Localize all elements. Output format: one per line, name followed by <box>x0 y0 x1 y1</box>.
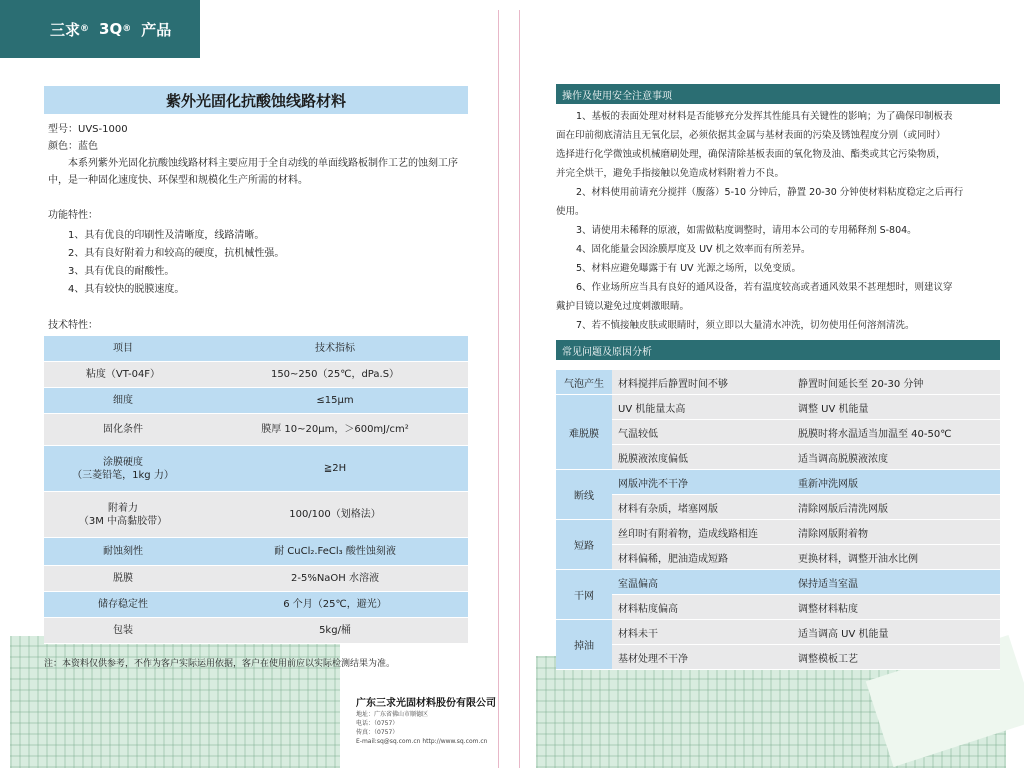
table-row <box>44 566 468 592</box>
table-row <box>44 538 468 566</box>
faq-solution: 保持适当室温 <box>792 570 1000 595</box>
company-name: 广东三求光固材料股份有限公司 <box>356 698 496 709</box>
spec-table <box>44 336 468 644</box>
contact-email: E-mail:sq@sq.com.cn http://www.sq.com.cn <box>356 738 488 745</box>
table-row <box>44 492 468 538</box>
faq-solution: 调整材料粘度 <box>792 595 1000 620</box>
faq-solution: 适当调高脱膜液浓度 <box>792 445 1000 470</box>
faq-category: 短路 <box>556 520 612 570</box>
tech-title: 技术特性： <box>48 320 98 331</box>
faq-cause: 室温偏高 <box>612 570 792 595</box>
spec-header-row <box>44 336 468 362</box>
model-line: 型号：UVS-1000 <box>48 124 128 135</box>
spec-item: 脱膜 <box>44 566 202 592</box>
intro-line-1: 本系列紫外光固化抗酸蚀线路材料主要应用于全自动线的单面线路板制作工艺的蚀刻工序 <box>68 158 458 169</box>
table-row <box>556 645 1000 670</box>
spec-value: 100/100（划格法） <box>202 492 468 538</box>
contact-fax: 传真：（0757） <box>356 729 399 736</box>
safety-line: 3、请使用未稀释的原液，如需做粘度调整时，请用本公司的专用稀释剂 S-804。 <box>576 225 917 236</box>
spec-value: 耐 CuCl₂.FeCl₃ 酸性蚀刻液 <box>202 538 468 566</box>
table-row <box>556 545 1000 570</box>
safety-line: 并完全烘干，避免手指接触以免造成材料附着力不良。 <box>556 168 785 179</box>
spec-item: 涂膜硬度 （三菱铅笔，1kg 力） <box>44 446 202 492</box>
table-row <box>44 388 468 414</box>
spec-item: 储存稳定性 <box>44 592 202 618</box>
spec-item: 细度 <box>44 388 202 414</box>
spec-value: ≤15μm <box>202 388 468 414</box>
spec-item: 附着力 （3M 中高黏胶带） <box>44 492 202 538</box>
safety-line: 使用。 <box>556 206 585 217</box>
contact-block <box>356 710 487 746</box>
table-row <box>556 470 1000 495</box>
table-row <box>556 445 1000 470</box>
table-row <box>44 618 468 644</box>
features-title: 功能特性： <box>48 210 98 221</box>
safety-line: 面在印前彻底清洁且无氧化层，必须依据其金属与基材表面的污染及锈蚀程度分别（或同时） <box>556 130 946 141</box>
faq-cause: 丝印时有附着物，造成线路相连 <box>612 520 792 545</box>
faq-cause: 材料有杂质，堵塞网版 <box>612 495 792 520</box>
spec-header-item: 项目 <box>44 336 202 362</box>
brand-tab: 三求 ® 3Q ® 产品 <box>0 0 200 58</box>
safety-notes <box>556 107 1000 335</box>
document-title: 紫外光固化抗酸蚀线路材料 <box>44 86 468 114</box>
spec-value: 膜厚 10~20μm，＞600mJ/cm² <box>202 414 468 446</box>
table-row <box>44 414 468 446</box>
spec-value: 5kg/桶 <box>202 618 468 644</box>
brand-product: 产品 <box>141 20 172 39</box>
page-edge <box>519 10 520 768</box>
table-row <box>44 446 468 492</box>
faq-solution: 静置时间延长至 20-30 分钟 <box>792 370 1000 395</box>
spec-header-value: 技术指标 <box>202 336 468 362</box>
table-row <box>556 595 1000 620</box>
table-row <box>556 570 1000 595</box>
faq-cause: 网版冲洗不干净 <box>612 470 792 495</box>
safety-line: 1、基板的表面处理对材料是否能够充分发挥其性能具有关键性的影响；为了确保印制板表 <box>576 111 953 122</box>
table-row <box>556 370 1000 395</box>
faq-cause: 材料未干 <box>612 620 792 645</box>
faq-cause: UV 机能量太高 <box>612 395 792 420</box>
faq-cause: 气温较低 <box>612 420 792 445</box>
faq-cause: 材料粘度偏高 <box>612 595 792 620</box>
intro-line-2: 中，是一种固化速度快、环保型和规模化生产所需的材料。 <box>48 175 308 186</box>
spec-value: 6 个月（25℃，避光） <box>202 592 468 618</box>
faq-cause: 脱膜液浓度偏低 <box>612 445 792 470</box>
safety-line: 7、若不慎接触皮肤或眼睛时，须立即以大量清水冲洗，切勿使用任何溶剂清洗。 <box>576 320 915 331</box>
contact-phone: 电话：（0757） <box>356 720 399 727</box>
faq-solution: 适当调高 UV 机能量 <box>792 620 1000 645</box>
safety-line: 6、作业场所应当具有良好的通风设备，若有温度较高或者通风效果不甚理想时，则建议穿 <box>576 282 953 293</box>
faq-solution: 调整 UV 机能量 <box>792 395 1000 420</box>
safety-line: 5、材料应避免曝露于有 UV 光源之场所，以免变质。 <box>576 263 802 274</box>
safety-line: 4、固化能量会因涂膜厚度及 UV 机之效率而有所差异。 <box>576 244 811 255</box>
faq-solution: 重新冲洗网版 <box>792 470 1000 495</box>
spec-value: ≧2H <box>202 446 468 492</box>
spec-value: 150~250（25℃，dPa.S） <box>202 362 468 388</box>
spec-item: 耐蚀刻性 <box>44 538 202 566</box>
table-row <box>556 620 1000 645</box>
section-faq-title: 常见问题及原因分析 <box>556 340 1000 360</box>
brand-name: 三求 <box>50 20 81 39</box>
faq-cause: 材料搅拌后静置时间不够 <box>612 370 792 395</box>
faq-table <box>556 370 1000 670</box>
spec-item: 包装 <box>44 618 202 644</box>
feature-item: 1、具有优良的印刷性及清晰度，线路清晰。 <box>68 230 265 241</box>
spec-item: 粘度（VT-04F） <box>44 362 202 388</box>
faq-category: 难脱膜 <box>556 395 612 470</box>
faq-cause: 基材处理不干净 <box>612 645 792 670</box>
feature-item: 2、具有良好附着力和较高的硬度，抗机械性强。 <box>68 248 285 259</box>
right-page <box>516 0 1024 768</box>
spec-value: 2-5%NaOH 水溶液 <box>202 566 468 592</box>
safety-line: 戴护目镜以避免过度刺激眼睛。 <box>556 301 690 312</box>
left-page <box>0 0 502 768</box>
spec-item: 固化条件 <box>44 414 202 446</box>
faq-category: 断线 <box>556 470 612 520</box>
table-row <box>44 592 468 618</box>
table-row <box>44 362 468 388</box>
feature-item: 3、具有优良的耐酸性。 <box>68 266 175 277</box>
faq-solution: 调整模板工艺 <box>792 645 1000 670</box>
page-edge <box>498 10 499 768</box>
table-row <box>556 520 1000 545</box>
table-row <box>556 395 1000 420</box>
feature-item: 4、具有较快的脱膜速度。 <box>68 284 185 295</box>
brand-3q: 3Q <box>99 20 123 38</box>
faq-solution: 清除网版附着物 <box>792 520 1000 545</box>
contact-address: 地址：广东省佛山市顺德区 <box>356 711 429 718</box>
safety-line: 选择进行化学微蚀或机械磨刷处理，确保清除基板表面的氧化物及油、酯类或其它污染物质， <box>556 149 946 160</box>
faq-solution: 脱膜时将水温适当加温至 40-50℃ <box>792 420 1000 445</box>
faq-category: 气泡产生 <box>556 370 612 395</box>
faq-category: 干网 <box>556 570 612 620</box>
table-row <box>556 495 1000 520</box>
safety-line: 2、材料使用前请充分搅拌（腹落）5-10 分钟后，静置 20-30 分钟使材料粘度稳定之后再行 <box>576 187 964 198</box>
faq-solution: 更换材料，调整开油水比例 <box>792 545 1000 570</box>
section-safety-title: 操作及使用安全注意事项 <box>556 84 1000 104</box>
faq-cause: 材料偏稀，肥油造成短路 <box>612 545 792 570</box>
color-line: 颜色：蓝色 <box>48 141 98 152</box>
faq-category: 掉油 <box>556 620 612 670</box>
table-row <box>556 420 1000 445</box>
disclaimer-note: 注：本资料仅供参考，不作为客户实际运用依据，客户在使用前应以实际检测结果为准。 <box>44 659 396 669</box>
faq-solution: 清除网版后清洗网版 <box>792 495 1000 520</box>
